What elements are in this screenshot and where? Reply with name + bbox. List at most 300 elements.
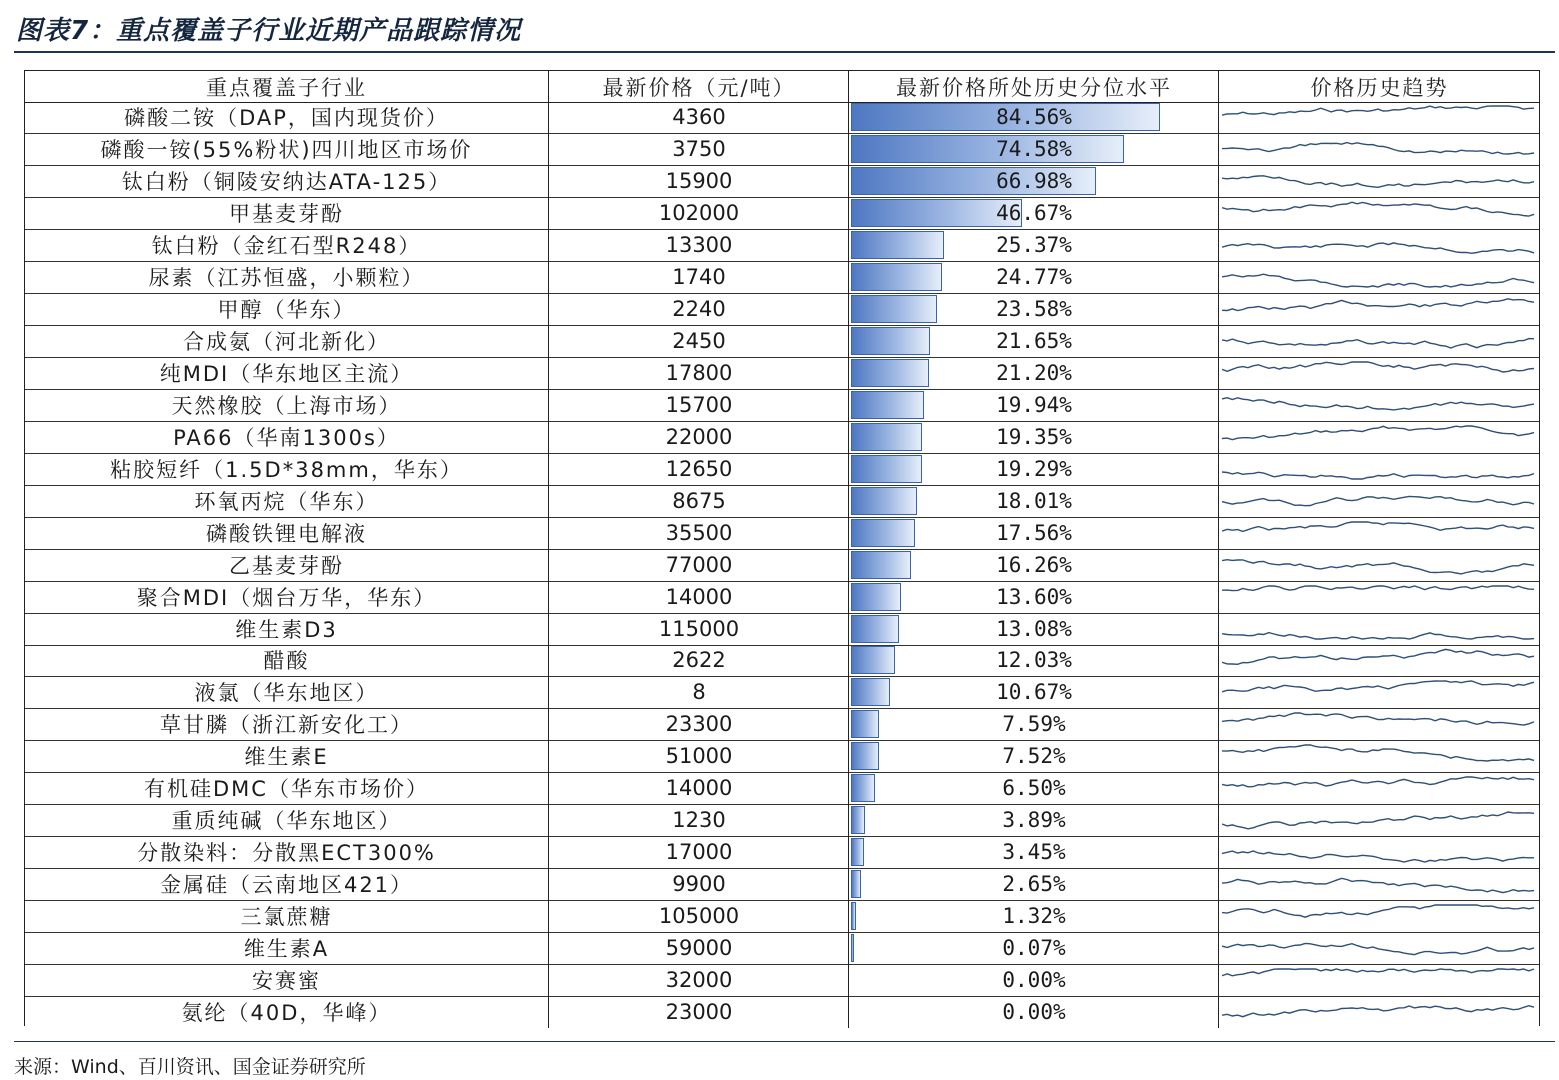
trend-sparkline [1222, 455, 1536, 482]
table-row [25, 357, 1539, 390]
percentile-value: 3.45% [1002, 840, 1066, 865]
trend-line [1222, 472, 1534, 479]
trend-cell [1218, 261, 1540, 293]
percentile-value: 7.59% [1002, 712, 1066, 737]
trend-sparkline [1222, 391, 1536, 418]
industry-cell [25, 421, 548, 453]
trend-cell [1218, 101, 1540, 133]
percentile-cell [848, 996, 1219, 1028]
price-value: 14000 [665, 776, 733, 801]
percentile-value: 84.56% [996, 105, 1072, 129]
percentile-value: 3.89% [1002, 808, 1066, 833]
table-row [25, 740, 1539, 773]
percentile-cell [848, 357, 1219, 389]
industry-name: 合成氨（河北新化） [183, 329, 390, 354]
price-cell [548, 517, 849, 549]
industry-cell [25, 772, 548, 804]
price-cell [548, 868, 849, 900]
price-value: 17000 [665, 840, 733, 865]
table-row [25, 133, 1539, 166]
trend-line [1222, 632, 1534, 638]
industry-name: 金属硅（云南地区421） [159, 873, 414, 898]
header-percentile: 最新价格所处历史分位水平 [848, 71, 1219, 102]
trend-line [1222, 362, 1534, 372]
trend-sparkline [1222, 615, 1536, 642]
trend-cell [1218, 804, 1540, 836]
industry-name: 甲基麦芽酚 [229, 201, 344, 226]
bottom-rule [14, 1041, 1555, 1042]
industry-name: 有机硅DMC（华东市场价） [144, 777, 429, 802]
industry-cell [25, 804, 548, 836]
percentile-cell [848, 517, 1219, 549]
percentile-cell [848, 836, 1219, 868]
industry-cell [25, 996, 548, 1028]
trend-sparkline [1222, 678, 1536, 705]
trend-line [1222, 650, 1534, 665]
percentile-value: 0.00% [1002, 968, 1066, 993]
price-cell [548, 772, 849, 804]
percentile-value: 13.08% [996, 616, 1072, 641]
percentile-value: 16.26% [996, 552, 1072, 577]
price-value: 15900 [665, 168, 733, 193]
table-row [25, 804, 1539, 837]
percentile-value: 74.58% [996, 136, 1072, 161]
percentile-cell [848, 197, 1219, 229]
trend-line [1222, 338, 1534, 347]
price-cell [548, 996, 849, 1028]
trend-line [1222, 969, 1534, 976]
industry-cell [25, 932, 548, 964]
price-value: 32000 [665, 968, 733, 993]
percentile-cell [848, 676, 1219, 708]
percentile-value: 18.01% [996, 488, 1072, 513]
industry-name: 维生素A [243, 937, 330, 962]
table-row [25, 836, 1539, 869]
table-row [25, 708, 1539, 741]
trend-cell [1218, 517, 1540, 549]
trend-cell [1218, 836, 1540, 868]
source-note: 来源：Wind、百川资讯、国金证券研究所 [14, 1056, 366, 1078]
trend-sparkline [1222, 966, 1536, 993]
table-row [25, 101, 1539, 134]
trend-sparkline [1222, 710, 1536, 737]
industry-name: 氨纶（40D，华峰） [181, 1001, 392, 1026]
trend-cell [1218, 197, 1540, 229]
trend-line [1222, 496, 1534, 505]
price-value: 4360 [672, 105, 726, 129]
price-cell [548, 389, 849, 421]
percentile-cell [848, 421, 1219, 453]
price-cell [548, 453, 849, 485]
price-value: 14000 [665, 584, 733, 609]
percentile-value: 1.32% [1002, 904, 1066, 929]
table-row [25, 900, 1539, 933]
price-value: 102000 [658, 200, 740, 225]
trend-sparkline [1222, 838, 1536, 865]
table-row [25, 293, 1539, 326]
price-cell [548, 357, 849, 389]
table-row [25, 996, 1539, 1028]
trend-sparkline [1222, 487, 1536, 514]
trend-cell [1218, 708, 1540, 740]
percentile-value: 2.65% [1002, 872, 1066, 897]
percentile-value: 13.60% [996, 584, 1072, 609]
industry-name: PA66（华南1300s） [173, 425, 400, 450]
industry-name: 钛白粉（金红石型R248） [151, 233, 422, 258]
industry-cell [25, 357, 548, 389]
trend-sparkline [1222, 551, 1536, 578]
industry-name: 草甘膦（浙江新安化工） [160, 713, 413, 738]
trend-line [1222, 812, 1534, 829]
percentile-value: 21.65% [996, 328, 1072, 353]
trend-sparkline [1222, 998, 1536, 1025]
industry-cell [25, 261, 548, 293]
percentile-value: 17.56% [996, 520, 1072, 545]
price-cell [548, 229, 849, 261]
percentile-value: 19.35% [996, 424, 1072, 449]
trend-line [1222, 713, 1534, 725]
percentile-cell [848, 804, 1219, 836]
trend-cell [1218, 453, 1540, 485]
table-row [25, 517, 1539, 550]
table-row [25, 325, 1539, 358]
trend-line [1222, 559, 1534, 573]
industry-name: 维生素E [244, 745, 329, 770]
percentile-value: 19.94% [996, 392, 1072, 417]
price-value: 8675 [672, 488, 726, 513]
industry-name: 磷酸一铵(55%粉状)四川地区市场价 [100, 137, 473, 162]
price-value: 9900 [672, 872, 726, 897]
trend-cell [1218, 293, 1540, 325]
trend-line [1222, 397, 1534, 409]
trend-cell [1218, 133, 1540, 165]
industry-cell [25, 517, 548, 549]
trend-line [1222, 586, 1534, 591]
price-value: 1740 [672, 264, 726, 289]
industry-name: 安赛蜜 [252, 969, 321, 994]
table-row [25, 549, 1539, 582]
industry-cell [25, 101, 548, 133]
price-cell [548, 964, 849, 996]
table-row [25, 581, 1539, 614]
percentile-cell [848, 549, 1219, 581]
industry-cell [25, 644, 548, 676]
price-value: 23000 [665, 1000, 733, 1025]
trend-sparkline [1222, 199, 1536, 226]
price-cell [548, 676, 849, 708]
table-row [25, 613, 1539, 646]
industry-cell [25, 836, 548, 868]
header-price: 最新价格（元/吨） [548, 71, 849, 102]
trend-line [1222, 944, 1534, 955]
price-cell [548, 165, 849, 197]
trend-line [1222, 777, 1534, 787]
price-value: 17800 [665, 360, 733, 385]
industry-cell [25, 229, 548, 261]
percentile-cell [848, 485, 1219, 517]
industry-cell [25, 676, 548, 708]
table-row [25, 772, 1539, 805]
percentile-value: 46.67% [996, 200, 1072, 225]
industry-name: 维生素D3 [235, 617, 338, 642]
industry-cell [25, 293, 548, 325]
price-cell [548, 421, 849, 453]
trend-line [1222, 299, 1534, 311]
price-cell [548, 581, 849, 613]
industry-name: 天然橡胶（上海市场） [171, 393, 402, 418]
table-row [25, 485, 1539, 518]
trend-cell [1218, 357, 1540, 389]
trend-cell [1218, 868, 1540, 900]
price-cell [548, 197, 849, 229]
percentile-cell [848, 900, 1219, 932]
trend-line [1222, 681, 1534, 692]
percentile-cell [848, 101, 1219, 133]
trend-cell [1218, 740, 1540, 772]
price-cell [548, 485, 849, 517]
industry-cell [25, 613, 548, 645]
trend-sparkline [1222, 934, 1536, 961]
trend-sparkline [1222, 327, 1536, 354]
trend-sparkline [1222, 742, 1536, 769]
trend-line [1222, 274, 1534, 287]
industry-name: 重质纯碱（华东地区） [171, 809, 402, 834]
table-row [25, 389, 1539, 422]
price-cell [548, 613, 849, 645]
figure-title: 图表7：重点覆盖子行业近期产品跟踪情况 [16, 16, 522, 46]
industry-cell [25, 133, 548, 165]
price-cell [548, 325, 849, 357]
trend-line [1222, 106, 1534, 115]
price-value: 1230 [672, 808, 726, 833]
trend-line [1222, 905, 1534, 917]
percentile-value: 19.29% [996, 456, 1072, 481]
trend-line [1222, 202, 1534, 216]
trend-sparkline [1222, 423, 1536, 450]
industry-cell [25, 485, 548, 517]
industry-name: 液氯（华东地区） [194, 681, 379, 706]
industry-name: 聚合MDI（烟台万华，华东） [136, 585, 437, 610]
trend-sparkline [1222, 870, 1536, 897]
industry-name: 磷酸铁锂电解液 [206, 521, 367, 546]
industry-name: 纯MDI（华东地区主流） [159, 361, 414, 386]
percentile-cell [848, 133, 1219, 165]
trend-sparkline [1222, 103, 1536, 130]
percentile-cell [848, 964, 1219, 996]
price-cell [548, 133, 849, 165]
percentile-value: 7.52% [1002, 744, 1066, 769]
price-cell [548, 101, 849, 133]
price-value: 13300 [665, 232, 733, 257]
price-cell [548, 644, 849, 676]
percentile-value: 21.20% [996, 360, 1072, 385]
trend-sparkline [1222, 295, 1536, 322]
industry-cell [25, 549, 548, 581]
trend-cell [1218, 485, 1540, 517]
price-cell [548, 900, 849, 932]
price-cell [548, 261, 849, 293]
table-row [25, 165, 1539, 198]
trend-cell [1218, 676, 1540, 708]
trend-line [1222, 143, 1534, 155]
table-row [25, 868, 1539, 901]
industry-cell [25, 708, 548, 740]
percentile-cell [848, 868, 1219, 900]
price-value: 22000 [665, 424, 733, 449]
trend-cell [1218, 581, 1540, 613]
product-tracking-table [24, 70, 1540, 1026]
header-trend: 价格历史趋势 [1218, 71, 1540, 102]
industry-cell [25, 868, 548, 900]
percentile-cell [848, 165, 1219, 197]
industry-name: 乙基麦芽酚 [229, 553, 344, 578]
table-row [25, 229, 1539, 262]
industry-name: 环氧丙烷（华东） [194, 489, 379, 514]
table-row [25, 421, 1539, 454]
industry-cell [25, 964, 548, 996]
price-value: 2240 [672, 296, 726, 321]
industry-name: 三氯蔗糖 [240, 905, 333, 930]
table-row [25, 676, 1539, 709]
industry-cell [25, 389, 548, 421]
table-row [25, 964, 1539, 997]
trend-sparkline [1222, 806, 1536, 833]
trend-sparkline [1222, 583, 1536, 610]
trend-cell [1218, 421, 1540, 453]
trend-line [1222, 426, 1534, 440]
price-cell [548, 293, 849, 325]
price-value: 12650 [665, 456, 733, 481]
trend-sparkline [1222, 519, 1536, 546]
percentile-value: 0.07% [1002, 936, 1066, 961]
price-value: 59000 [665, 936, 733, 961]
percentile-cell [848, 772, 1219, 804]
trend-sparkline [1222, 135, 1536, 162]
industry-name: 醋酸 [263, 649, 310, 674]
percentile-value: 10.67% [996, 680, 1072, 705]
trend-cell [1218, 549, 1540, 581]
industry-cell [25, 740, 548, 772]
trend-sparkline [1222, 646, 1536, 673]
price-value: 23300 [665, 712, 733, 737]
percentile-cell [848, 932, 1219, 964]
trend-line [1222, 176, 1534, 188]
percentile-value: 23.58% [996, 296, 1072, 321]
trend-cell [1218, 325, 1540, 357]
percentile-cell [848, 293, 1219, 325]
industry-name: 钛白粉（铜陵安纳达ATA-125） [121, 169, 452, 194]
percentile-cell [848, 581, 1219, 613]
table-row [25, 261, 1539, 294]
trend-cell [1218, 644, 1540, 676]
industry-name: 尿素（江苏恒盛，小颗粒） [148, 265, 425, 290]
industry-cell [25, 900, 548, 932]
price-value: 105000 [658, 904, 740, 929]
trend-cell [1218, 613, 1540, 645]
trend-sparkline [1222, 263, 1536, 290]
trend-sparkline [1222, 774, 1536, 801]
percentile-cell [848, 613, 1219, 645]
price-value: 77000 [665, 552, 733, 577]
percentile-cell [848, 229, 1219, 261]
industry-cell [25, 165, 548, 197]
price-value: 35500 [665, 520, 733, 545]
percentile-cell [848, 261, 1219, 293]
trend-line [1222, 243, 1534, 253]
percentile-value: 25.37% [996, 232, 1072, 257]
percentile-cell [848, 325, 1219, 357]
price-cell [548, 836, 849, 868]
trend-cell [1218, 229, 1540, 261]
industry-cell [25, 325, 548, 357]
trend-cell [1218, 964, 1540, 996]
table-row [25, 932, 1539, 965]
industry-name: 磷酸二铵（DAP，国内现货价） [124, 106, 449, 130]
trend-cell [1218, 932, 1540, 964]
trend-cell [1218, 996, 1540, 1028]
industry-cell [25, 581, 548, 613]
trend-cell [1218, 165, 1540, 197]
price-cell [548, 804, 849, 836]
trend-line [1222, 522, 1534, 531]
price-value: 2450 [672, 328, 726, 353]
percentile-cell [848, 740, 1219, 772]
trend-cell [1218, 772, 1540, 804]
table-row [25, 197, 1539, 230]
industry-name: 甲醇（华东） [217, 297, 356, 322]
table-row [25, 453, 1539, 486]
header-industry: 重点覆盖子行业 [206, 75, 367, 100]
price-value: 3750 [672, 136, 726, 161]
price-value: 51000 [665, 744, 733, 769]
price-cell [548, 932, 849, 964]
trend-sparkline [1222, 231, 1536, 258]
percentile-value: 24.77% [996, 264, 1072, 289]
trend-line [1222, 879, 1534, 893]
percentile-cell [848, 453, 1219, 485]
percentile-cell [848, 644, 1219, 676]
price-value: 15700 [665, 392, 733, 417]
price-value: 2622 [672, 648, 726, 673]
trend-line [1222, 745, 1534, 761]
industry-cell [25, 197, 548, 229]
percentile-cell [848, 389, 1219, 421]
price-value: 8 [692, 680, 706, 705]
trend-line [1222, 1006, 1534, 1017]
trend-cell [1218, 900, 1540, 932]
price-cell [548, 708, 849, 740]
price-cell [548, 740, 849, 772]
price-value: 115000 [658, 616, 740, 641]
percentile-cell [848, 708, 1219, 740]
title-rule [14, 51, 1555, 53]
trend-sparkline [1222, 359, 1536, 386]
trend-sparkline [1222, 167, 1536, 194]
trend-cell [1218, 389, 1540, 421]
trend-sparkline [1222, 902, 1536, 929]
table-header [25, 70, 1539, 103]
table-row [25, 644, 1539, 677]
percentile-value: 0.00% [1002, 1000, 1066, 1025]
industry-name: 粘胶短纤（1.5D*38mm，华东） [110, 457, 463, 482]
trend-line [1222, 851, 1534, 862]
industry-name: 分散染料：分散黑ECT300% [137, 841, 436, 866]
industry-cell [25, 453, 548, 485]
percentile-value: 12.03% [996, 648, 1072, 673]
price-cell [548, 549, 849, 581]
percentile-value: 6.50% [1002, 776, 1066, 801]
percentile-value: 66.98% [996, 168, 1072, 193]
